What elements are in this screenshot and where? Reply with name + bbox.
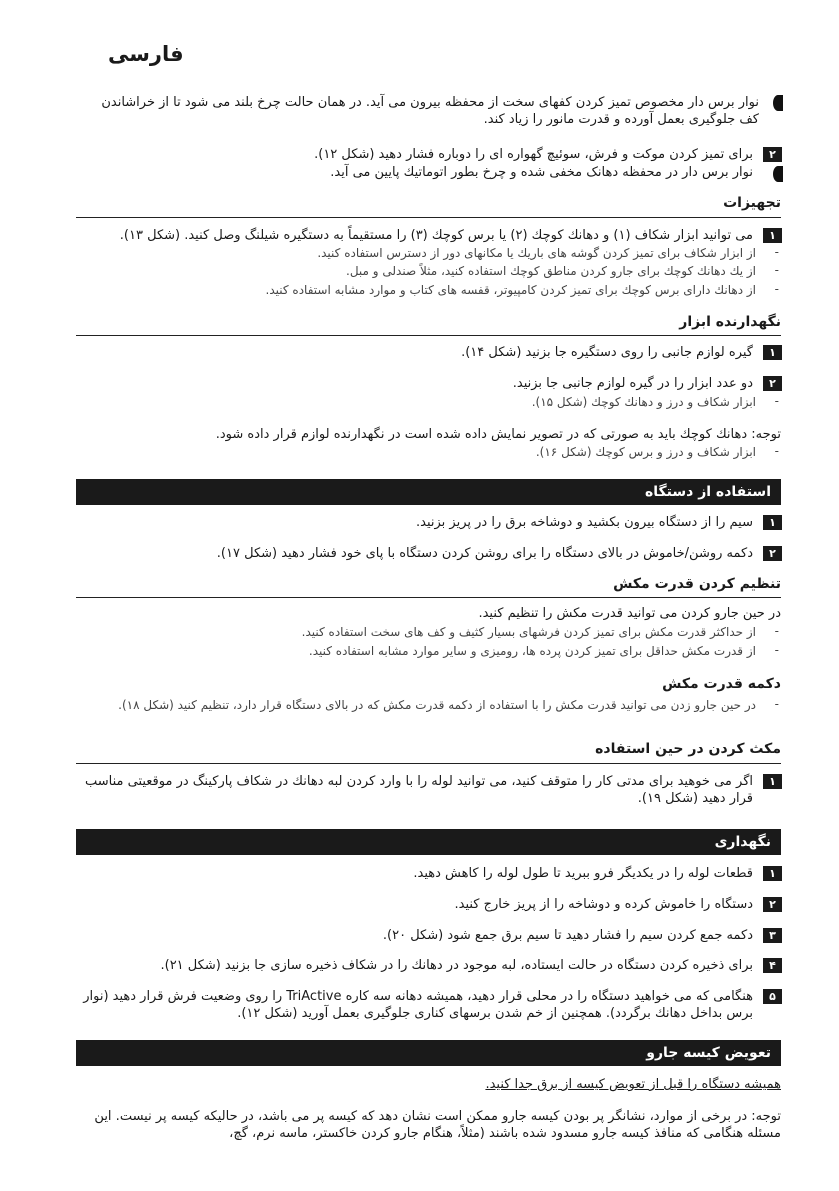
step-number: ٢ (763, 897, 782, 912)
section-heading-pause: مکث کردن در حین استفاده (595, 741, 781, 757)
dash-marker: - (774, 624, 779, 638)
intro-bullet-2: نوار برس دار در محفظه دهانک مخفی شده و چرخ بطور اتوماتیك پایین می آید. (330, 165, 753, 180)
section-heading-accessories: تجهیزات (723, 195, 781, 211)
dash-marker: - (774, 263, 779, 277)
step-number: ٢ (763, 147, 782, 162)
storage-step-1: قطعات لوله را در یکدیگر فرو ببرید تا طول لوله را کاهش دهید. (413, 866, 753, 881)
divider (76, 597, 781, 598)
step-number: ۵ (763, 989, 782, 1004)
suction-intro: در حین جارو کردن می توانید قدرت مکش را تنظیم کنید. (478, 606, 781, 621)
dash-marker: - (774, 245, 779, 259)
section-heading-suction: تنظیم کردن قدرت مکش (613, 576, 781, 592)
section-heading-holder: نگهدارنده ابزار (679, 314, 781, 330)
divider (76, 763, 781, 764)
dash-marker: - (774, 282, 779, 296)
holder-step-1: گیره لوازم جانبی را روی دستگیره جا بزنید (شکل ١۴). (461, 345, 753, 360)
accessories-item-1: از ابزار شکاف برای تمیز کردن گوشه های باریك یا مکانهای دور از دسترس استفاده کنید. (317, 246, 756, 260)
step-number: ١ (763, 345, 782, 360)
suction-item-1: از حداکثر قدرت مکش برای تمیز کردن فرشهای بسیار کثیف و کف های سخت استفاده کنید. (301, 625, 756, 639)
intro-bullet-1: نوار برس دار مخصوص تمیز کردن کفهای سخت از محفظه بیرون می آید. در همان حالت چرخ بلند می شود تا از خراشاندن کف جلوگیری بعمل آورده و قدرت مانور را زیاد کند. (101, 95, 759, 127)
dash-marker: - (774, 697, 779, 711)
bullet-marker (773, 95, 783, 111)
holder-step-2-sub: ابزار شکاف و درز و دهانك کوچك (شکل ١۵). (531, 395, 756, 409)
dash-marker: - (774, 643, 779, 657)
bag-warning: همیشه دستگاه را قبل از تعویض کیسه از برق جدا کنید. (485, 1077, 781, 1092)
step-number: ١ (763, 228, 782, 243)
dash-marker: - (774, 444, 779, 458)
storage-step-2: دستگاه را خاموش کرده و دوشاخه را از پریز خارج کنید. (454, 897, 753, 912)
holder-note-sub: ابزار شکاف و درز و برس کوچك (شکل ١۶). (535, 445, 756, 459)
holder-step-2: دو عدد ابزار را در گیره لوازم جانبی جا بزنید. (512, 376, 753, 391)
using-step-2: دکمه روشن/خاموش در بالای دستگاه را برای روشن کردن دستگاه با پای خود فشار دهید (شکل ١٧). (216, 546, 753, 561)
intro-step-2: برای تمیز کردن موکت و فرش، سوئیچ گهواره ای را دوباره فشار دهید (شکل ١٢). (314, 147, 753, 162)
accessories-step-1: می توانید ابزار شکاف (١) و دهانك کوچك (٢) یا برس کوچك (٣) را مستقیماً به دستگیره شیلنگ وصل کنید. (شکل ١٣). (119, 228, 753, 243)
bag-note: توجه: در برخی از موارد، نشانگر پر بودن کیسه جارو ممکن است نشان دهد که کیسه پر می باشد، در حالیکه کیسه پر نیست. این مسئله هنگامی که منافذ کیسه جارو مسدود شده باشند (مثلاً، هنگام جارو کردن خاکستر، ماسه نرم، گچ، (94, 1109, 781, 1141)
accessories-item-2: از یك دهانك کوچك برای جارو کردن مناطق کوچك استفاده کنید، مثلاً صندلی و مبل. (346, 264, 756, 278)
step-number: ٢ (763, 376, 782, 391)
divider (76, 335, 781, 336)
step-number: ١ (763, 866, 782, 881)
page-title: فارسی (108, 42, 184, 66)
step-number: ٣ (763, 928, 782, 943)
step-number: ١ (763, 515, 782, 530)
suction-button-item: در حین جارو زدن می توانید قدرت مکش را با استفاده از دکمه قدرت مکش که در بالای دستگاه قرار دارد، تنظیم کنید (شکل ١٨). (118, 698, 756, 712)
step-number: ۴ (763, 958, 782, 973)
bullet-marker (773, 166, 783, 182)
accessories-item-3: از دهانك دارای برس کوچك برای تمیز کردن کامپیوتر، قفسه های کتاب و موارد مشابه استفاده کنید. (265, 283, 756, 297)
using-step-1: سیم را از دستگاه بیرون بکشید و دوشاخه برق را در پریز بزنید. (416, 515, 753, 530)
pause-step-1: اگر می خوهید برای مدتی کار را متوقف کنید، می توانید لوله را با وارد کردن لبه دهانك در شکاف پارکینگ در موقعیتی مناسب قرار دهید (شکل ١٩). (84, 774, 753, 806)
storage-step-5: هنگامی که می خواهید دستگاه را در محلی قرار دهید، همیشه دهانه سه کاره TriActive را روی وضعیت فرش قرار دهید (نوار برس بداخل دهانك برگردد). همچنین از خم شدن برسهای کناری جلوگیری بعمل آورید (شکل ١٢). (83, 989, 753, 1021)
divider (76, 217, 781, 218)
section-band-storage: نگهداری (76, 829, 781, 855)
step-number: ٢ (763, 546, 782, 561)
section-band-using: استفاده از دستگاه (76, 479, 781, 505)
dash-marker: - (774, 394, 779, 408)
step-number: ١ (763, 774, 782, 789)
storage-step-3: دکمه جمع کردن سیم را فشار دهید تا سیم برق جمع شود (شکل ٢٠). (382, 928, 753, 943)
section-band-bag: تعویض کیسه جارو (76, 1040, 781, 1066)
suction-item-2: از قدرت مکش حداقل برای تمیز کردن پرده ها، رومیزی و سایر موارد مشابه استفاده کنید. (308, 644, 756, 658)
storage-step-4: برای ذخیره کردن دستگاه در حالت ایستاده، لبه موجود در دهانك را در شکاف ذخیره سازی جا بزنید (شکل ٢١). (160, 958, 753, 973)
subheading-suction-button: دکمه قدرت مکش (662, 676, 781, 692)
holder-note: توجه: دهانك کوچك باید به صورتی که در تصویر نمایش داده شده است در نگهدارنده لوازم قرار داده شود. (215, 427, 781, 442)
